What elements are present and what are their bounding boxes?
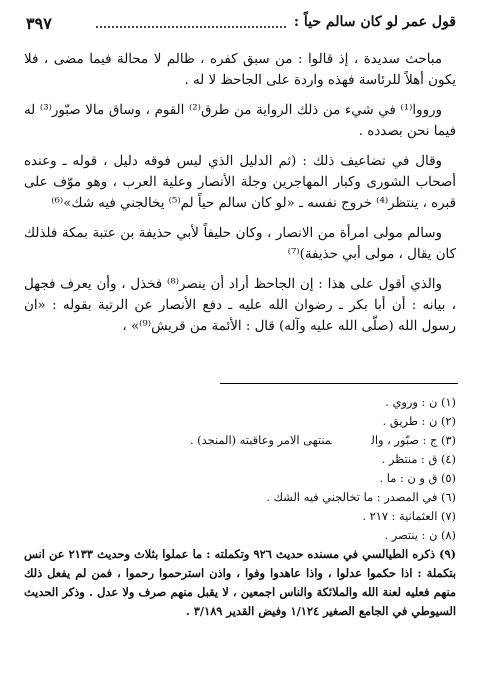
footnote: (١) ن : وروي . [385,395,456,409]
footnote: (٩) ذكره الطيالسي في مسنده حديث ٩٢٦ وتكملته : ما عملوا بثلاث وحديث ٢١٣٣ عن انس بتكملة : اذا حكموا عدلوا ، واذا عاهدوا وفوا ، واذن استرحموا رحموا ، فمن لم يفعل ذلك منهم فعليه لعنة الله والملائكة والناس اجمعين ، لا يقبل منهم صرف ولا عدل . وذكر الحديث السيوطي في الجامع الصغير ١/١٢٤ وفيض القدير ٣/١٨٩ . [24,547,457,618]
footnote: (٧) العثمانية : ٢١٧ . [362,509,456,523]
footnote: (٨) ن : ينتصر . [384,528,456,542]
paragraph: ورووا⁽¹⁾ في شيء من ذلك الرواية من طرق⁽²⁾ القوم ، وساق مالا صبّور⁽³⁾ له فيما نحن بصدده . [24,103,456,139]
header-dotted-leader [96,26,286,28]
footnote [24,431,456,450]
paragraph: وقال في تضاعيف ذلك : (ثم الدليل الذي ليس فوقه دليل ، قوله ـ وعنده أصحاب الشورى وكبار المهاجرين وجلة الأنصار وعلية العرب ، وهو موّف على قبره ، ينتظر⁽⁴⁾ خروج نفسه ـ «لو كان سالم حياً لم⁽⁵⁾ يخالجني فيه شك»⁽⁶⁾ [24,154,456,211]
main-text [24,50,456,347]
footnote: (٦) في المصدر : ما تخالجني فيه الشك . [266,490,456,504]
footnote: (٢) ن : طريق . [382,414,456,428]
paragraph: والذي أقول على هذا : إن الجاحظ أراد أن ينصر⁽⁸⁾ فخذل ، وأن يعرف فجهل ، بيانه : أن أبا بكر ـ رضوان الله عليه ـ دفع الأنصار عن الرتبة بقوله : «ان رسول الله (صلّى الله عليه وآله) قال : الأئمة من قريش⁽⁹⁾» ، [24,277,456,334]
footnote-separator [220,383,458,384]
running-title: قول عمر لو كان سالم حياً : [293,14,456,30]
footnote: (٥) ق و ن : ما . [379,471,456,485]
page-header [26,14,456,38]
footnotes [24,393,456,621]
footnote-gloss: منتهى الامر وعاقبته (المنجد) . [189,433,332,447]
paragraph: وسالم مولى امرأة من الانصار ، وكان حليفاً لأبي حذيفة بن عتبة بمكة فلذلك كان يقال ، مولى أبي حذيفة)⁽⁷⁾ [24,226,456,262]
footnote: (٤) ق : منتظر . [381,452,456,466]
paragraph: مباحث سديدة ، إذ قالوا : من سبق كفره ، ظالم لا محالة فيما مضى ، فلا يكون أهلاً للرئاسة فهذه واردة على الجاحظ لا له . [24,52,456,88]
footnote-text: (٣) ج : صبّور ، وال‍ [371,433,456,447]
page-number: ٣٩٧ [26,14,52,33]
